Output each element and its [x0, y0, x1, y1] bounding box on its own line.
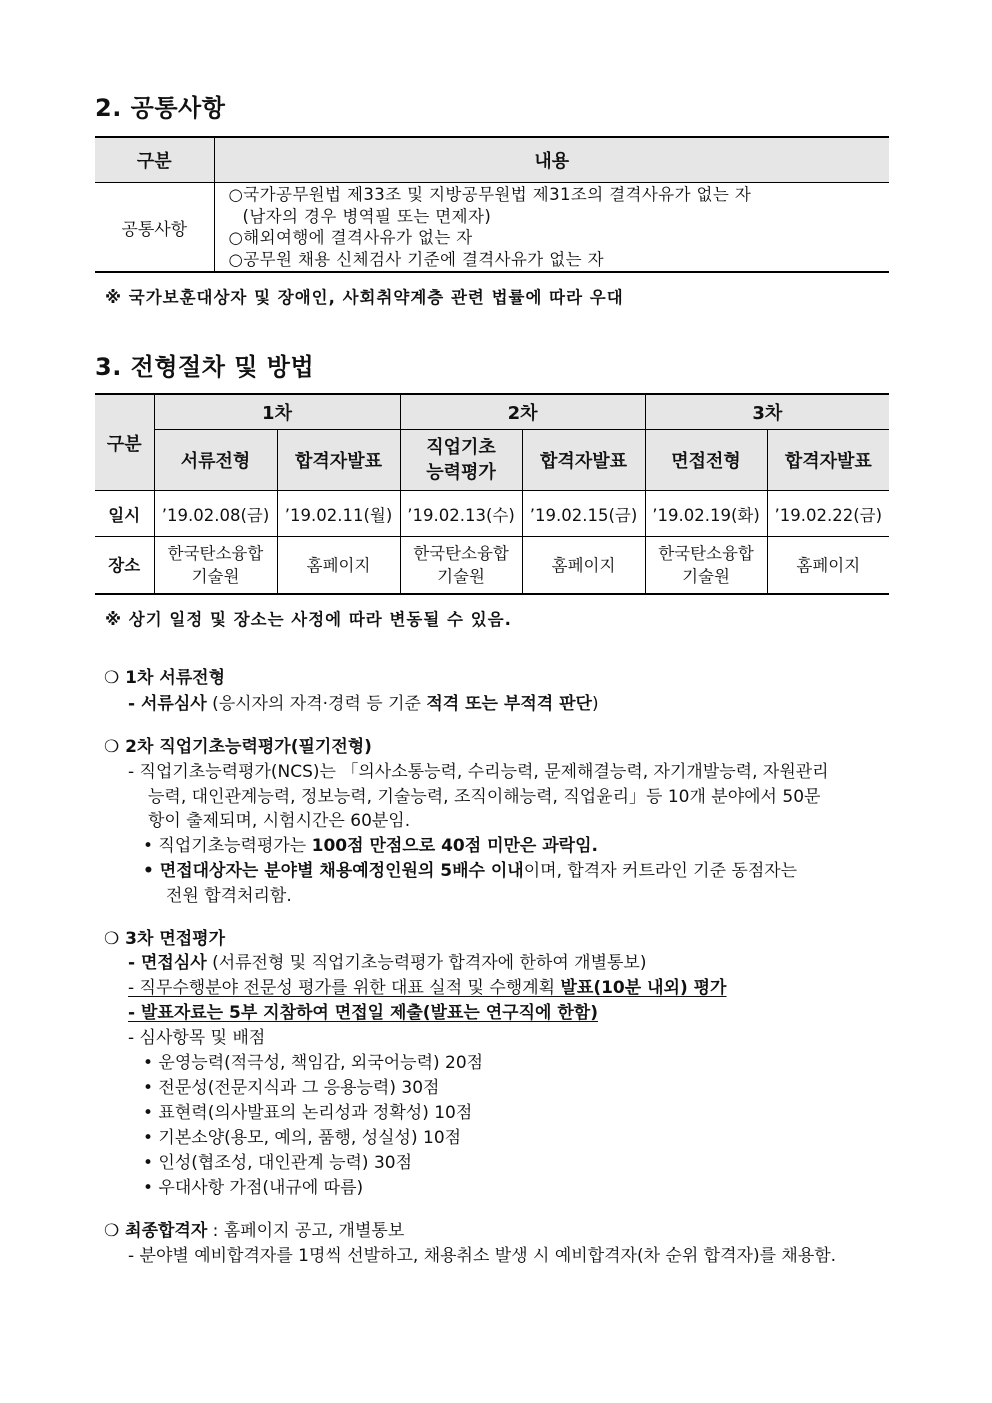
place-cell: 홈페이지: [522, 537, 645, 595]
requirement-line: ○국가공무원법 제33조 및 지방공무원법 제31조의 결격사유가 없는 자: [228, 185, 752, 204]
stage-2-bullet: • 면접대상자는 분야별 채용예정인원의 5배수 이내이며, 합격자 커트라인 기준 동점자는: [143, 861, 798, 881]
date-cell: ’19.02.08(금): [154, 491, 277, 537]
sub-header-interview: 면접전형: [645, 430, 767, 491]
sub-header-document: 서류전형: [154, 430, 277, 491]
row-label-common: 공통사항: [95, 183, 214, 273]
stage-3-heading: ❍ 3차 면접평가: [104, 929, 226, 949]
place-cell: 한국탄소융합 기술원: [154, 537, 277, 595]
stage-1-header: 1차: [154, 394, 400, 430]
table-header-category: 구분: [95, 137, 214, 183]
row-label-date: 일시: [95, 491, 154, 537]
stage-2-heading: ❍ 2차 직업기초능력평가(필기전형): [104, 737, 372, 757]
stage-3-line: - 면접심사 (서류전형 및 직업기초능력평가 합격자에 한하여 개별통보): [128, 953, 647, 973]
sub-header-announce: 합격자발표: [277, 430, 400, 491]
stage-2-bullet: • 직업기초능력평가는 100점 만점으로 40점 미만은 과락임.: [143, 836, 598, 856]
final-line: - 분야별 예비합격자를 1명씩 선발하고, 채용취소 발생 시 예비합격자(차 순위 합격자)를 채용함.: [128, 1246, 837, 1266]
place-cell: 한국탄소융합 기술원: [645, 537, 767, 595]
table-corner-category: 구분: [95, 394, 154, 491]
stage-2-line: - 직업기초능력평가(NCS)는 「의사소통능력, 수리능력, 문제해결능력, 자기개발능력, 자원관리: [128, 762, 829, 782]
scoring-item: • 인성(협조성, 대인관계 능력) 30점: [143, 1153, 413, 1173]
sub-header-ncs: 직업기초 능력평가: [400, 430, 522, 491]
scoring-item: • 표현력(의사발표의 논리성과 정확성) 10점: [143, 1103, 473, 1123]
scoring-item: • 운영능력(적극성, 책임감, 외국어능력) 20점: [143, 1053, 484, 1073]
stage-3-line: - 심사항목 및 배점: [128, 1028, 266, 1048]
stage-1-heading: ❍ 1차 서류전형: [104, 668, 226, 688]
section-2-title: 2. 공통사항: [95, 94, 226, 122]
sub-header-announce: 합격자발표: [767, 430, 889, 491]
stage-3-header: 3차: [645, 394, 889, 430]
row-label-place: 장소: [95, 537, 154, 595]
stage-2-line: 능력, 대인관계능력, 정보능력, 기술능력, 조직이해능력, 직업윤리」등 10개 분야에서 50문: [148, 787, 821, 807]
stage-1-line: - 서류심사 (응시자의 자격·경력 등 기준 적격 또는 부적격 판단): [128, 694, 599, 714]
stage-3-line: - 직무수행분야 전문성 평가를 위한 대표 실적 및 수행계획 발표(10분 내외) 평가: [128, 978, 727, 998]
place-cell: 홈페이지: [767, 537, 889, 595]
date-cell: ’19.02.22(금): [767, 491, 889, 537]
date-cell: ’19.02.15(금): [522, 491, 645, 537]
scoring-item: • 기본소양(용모, 예의, 품행, 성실성) 10점: [143, 1128, 462, 1148]
stage-2-header: 2차: [400, 394, 645, 430]
sub-header-announce: 합격자발표: [522, 430, 645, 491]
common-requirements-table: [95, 136, 889, 273]
section-3-title: 3. 전형절차 및 방법: [95, 353, 315, 381]
scoring-item: • 전문성(전문지식과 그 응용능력) 30점: [143, 1078, 440, 1098]
common-requirements-content: [214, 183, 889, 273]
table-header-content: 내용: [214, 137, 889, 183]
schedule-change-note: ※ 상기 일정 및 장소는 사정에 따라 변동될 수 있음.: [105, 610, 512, 629]
date-cell: ’19.02.11(월): [277, 491, 400, 537]
preference-note: ※ 국가보훈대상자 및 장애인, 사회취약계층 관련 법률에 따라 우대: [105, 288, 624, 307]
place-cell: 홈페이지: [277, 537, 400, 595]
date-cell: ’19.02.19(화): [645, 491, 767, 537]
date-cell: ’19.02.13(수): [400, 491, 522, 537]
requirement-line: ○공무원 채용 신체검사 기준에 결격사유가 없는 자: [228, 249, 604, 269]
selection-process-table: [95, 393, 889, 595]
requirement-line: ○해외여행에 결격사유가 없는 자: [228, 228, 473, 247]
requirement-line: (남자의 경우 병역필 또는 면제자): [242, 206, 492, 226]
stage-2-line: 전원 합격처리함.: [166, 886, 292, 906]
stage-2-line: 항이 출제되며, 시험시간은 60분임.: [148, 811, 411, 831]
scoring-item: • 우대사항 가점(내규에 따름): [143, 1178, 364, 1198]
final-heading: ❍ 최종합격자 : 홈페이지 공고, 개별통보: [104, 1221, 405, 1241]
place-cell: 한국탄소융합 기술원: [400, 537, 522, 595]
stage-3-line: - 발표자료는 5부 지참하여 면접일 제출(발표는 연구직에 한함): [128, 1003, 598, 1023]
